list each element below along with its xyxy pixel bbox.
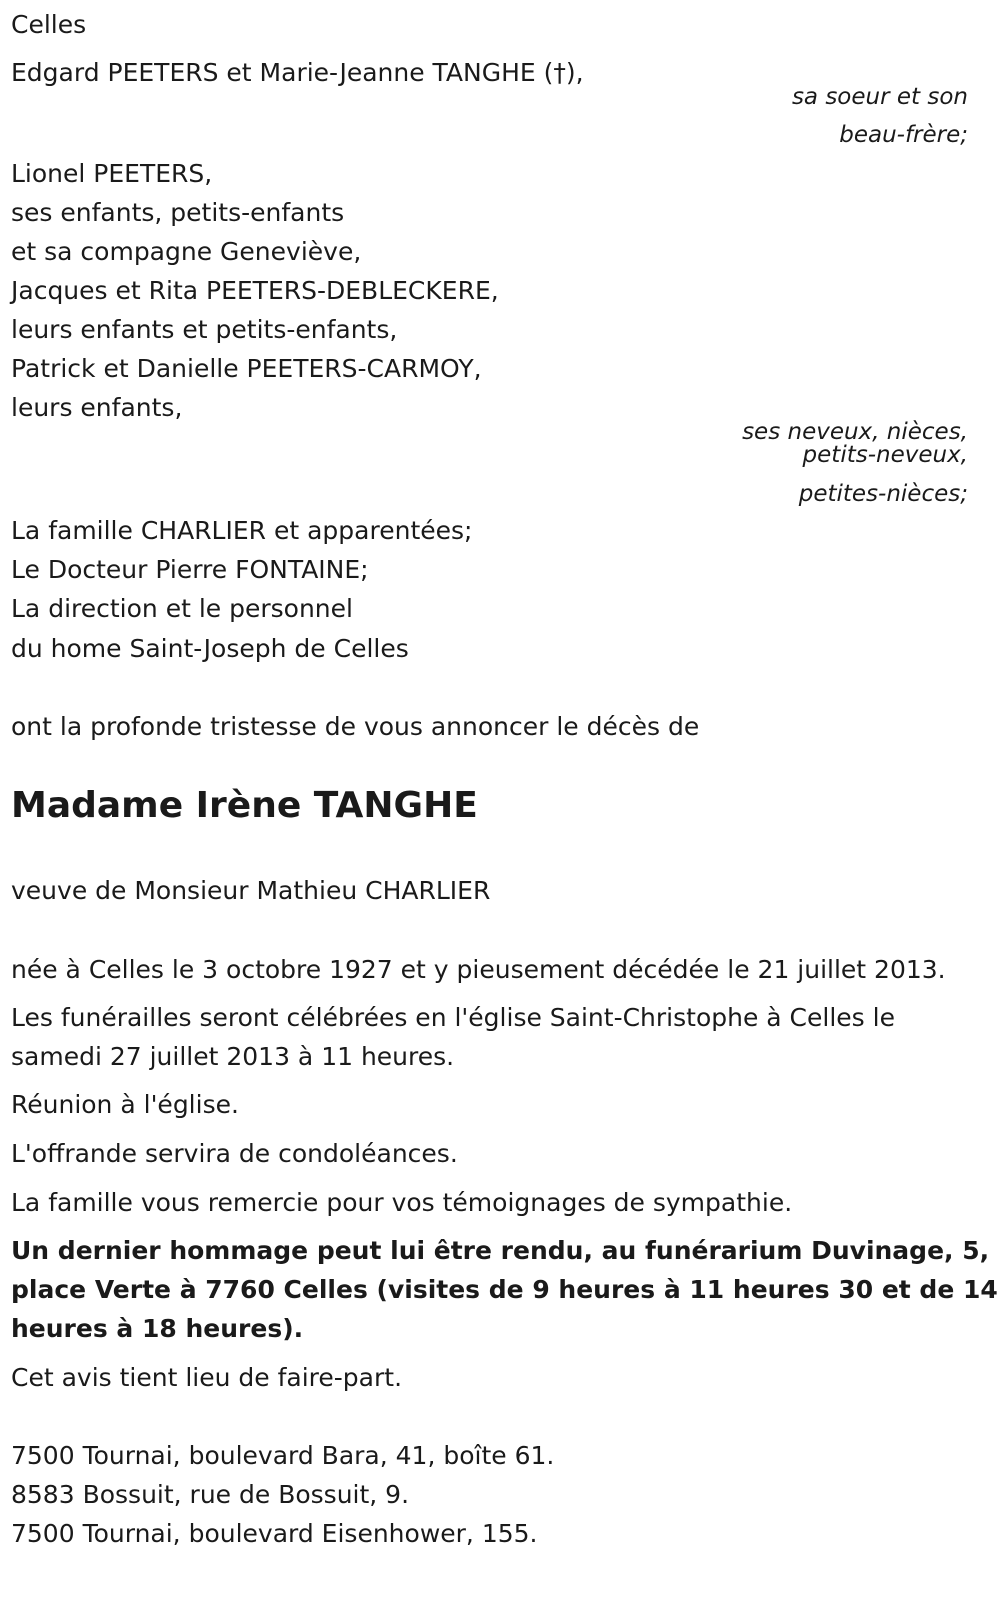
relative-line: Patrick et Danielle PEETERS-CARMOY, (11, 354, 482, 383)
other-line: du home Saint-Joseph de Celles (11, 634, 409, 663)
relative-line: ses enfants, petits-enfants (11, 198, 345, 227)
birth-death-line: née à Celles le 3 octobre 1927 et y pieusement décédée le 21 juillet 2013. (11, 955, 946, 984)
widow-of: veuve de Monsieur Mathieu CHARLIER (11, 876, 491, 905)
relatives-role-3: petites-nièces; (798, 481, 968, 507)
deceased-name: Madame Irène TANGHE (11, 785, 478, 826)
relative-line: et sa compagne Geneviève, (11, 237, 362, 266)
offering-line: L'offrande servira de condoléances. (11, 1139, 458, 1168)
sister-role-1: sa soeur et son (791, 84, 968, 110)
relative-line: Jacques et Rita PEETERS-DEBLECKERE, (11, 276, 499, 305)
sister-role-2: beau-frère; (839, 122, 968, 148)
announcement-intro: ont la profonde tristesse de vous annoncer le décès de (11, 712, 700, 741)
visit-line-1: Un dernier hommage peut lui être rendu, au funérarium Duvinage, 5, (11, 1236, 990, 1265)
visit-line-2: place Verte à 7760 Celles (visites de 9 heures à 11 heures 30 et de 14 (11, 1275, 998, 1304)
relative-line: leurs enfants, (11, 393, 183, 422)
other-line: Le Docteur Pierre FONTAINE; (11, 555, 369, 584)
address-line: 8583 Bossuit, rue de Bossuit, 9. (11, 1480, 410, 1509)
address-line: 7500 Tournai, boulevard Bara, 41, boîte 61. (11, 1441, 555, 1470)
funeral-line-2: samedi 27 juillet 2013 à 11 heures. (11, 1042, 455, 1071)
address-line: 7500 Tournai, boulevard Eisenhower, 155. (11, 1519, 538, 1548)
thanks-line: La famille vous remercie pour vos témoignages de sympathie. (11, 1188, 793, 1217)
funeral-line-1: Les funérailles seront célébrées en l'église Saint-Christophe à Celles le (11, 1003, 895, 1032)
relative-line: Lionel PEETERS, (11, 159, 213, 188)
notice-line: Cet avis tient lieu de faire-part. (11, 1363, 403, 1392)
relatives-role-1: ses neveux, nièces, (742, 419, 968, 445)
meeting-line: Réunion à l'église. (11, 1090, 239, 1119)
visit-line-3: heures à 18 heures). (11, 1314, 304, 1343)
relatives-role-2: petits-neveux, (802, 442, 968, 468)
other-line: La direction et le personnel (11, 594, 353, 623)
sister-line: Edgard PEETERS et Marie-Jeanne TANGHE (†), (11, 58, 584, 87)
other-line: La famille CHARLIER et apparentées; (11, 516, 473, 545)
relative-line: leurs enfants et petits-enfants, (11, 315, 398, 344)
place-heading: Celles (11, 10, 87, 39)
